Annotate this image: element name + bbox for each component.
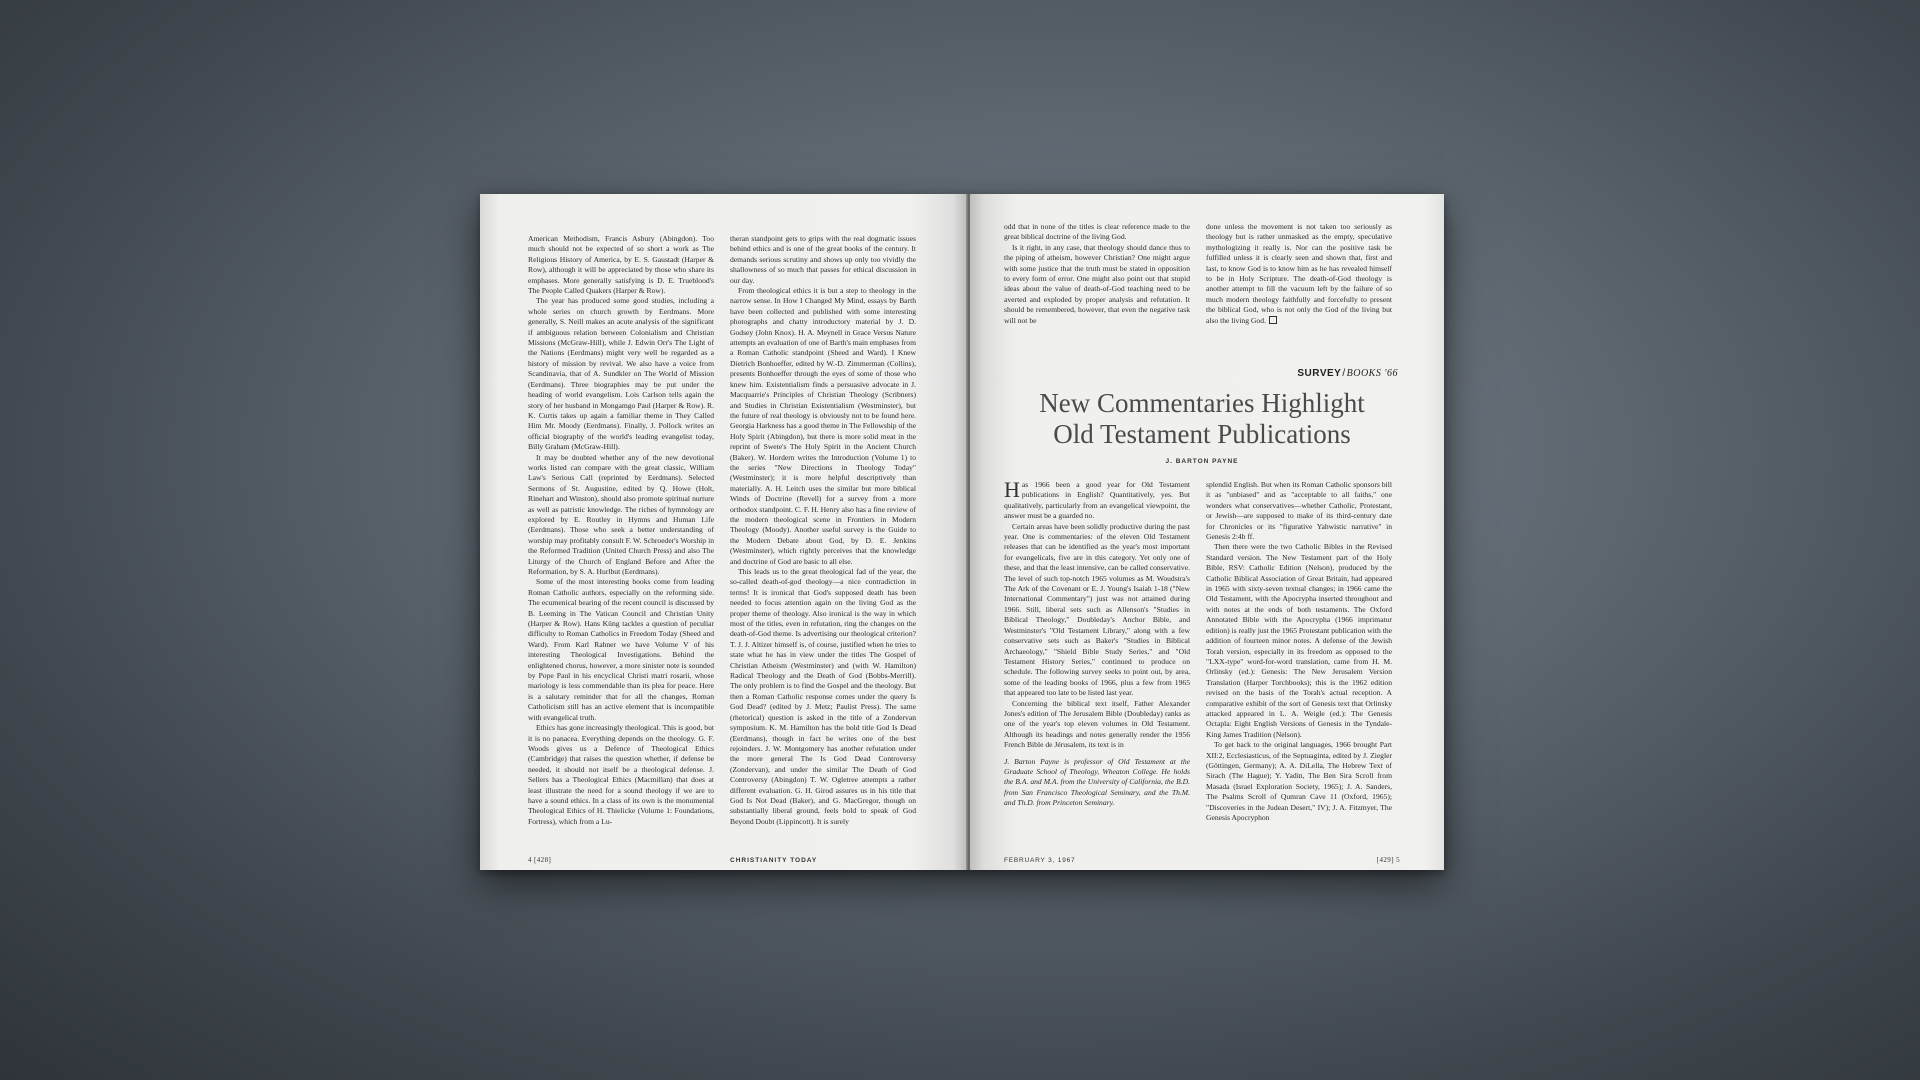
right-page-number: [429] 5 (1376, 856, 1400, 864)
paragraph: Is it right, in any case, that theology should dance thus to the piping of atheism, however Christian? One might argue with some justice that the truth must be stated in opposition to every form of error. One might also point out that stupid ideas about the value of death-of-God teaching need to be averted and exploded by proper analysis and refutation. It should be remembered, however, that even the negative task will not be (1004, 242, 1190, 325)
headline-line-2: Old Testament Publications (1053, 419, 1351, 449)
left-page-number: 4 [428] (528, 856, 552, 864)
left-column-1 (528, 234, 714, 830)
left-columns (528, 234, 916, 830)
paragraph: Then there were the two Catholic Bibles in the Revised Standard version. The New Testament part of the Holy Bible, RSV: Catholic Edition (Nelson), produced by the Catholic Biblical Association of Great Britain, had appeared in 1965 with sixty-seven textual changes; in 1966 came the Old Testament, with the Apocrypha inserted throughout and with notes at the ends of both testaments. The Oxford Annotated Bible with the Apocrypha (1966 imprimatur edition) is really just the 1965 Protestant publication with the addition of fourteen minor notes. A defense of the Jewish Torah version, especially in its freedom as opposed to the "LXX-type" word-for-word translation, came from H. M. Orlinsky (ed.): Genesis: The New Jerusalem Version Translation (Harper Torchbooks); this is the 1962 edition revised on the basis of the Torah's actual reception. A comparative exhibit of the sort of Genesis text that Orlinsky attacked appeared in L. A. Weigle (ed.): The Genesis Octapla: Eight English Versions of Genesis in the Tyndale-King James Tradition (Nelson). (1206, 542, 1392, 739)
paragraph: splendid English. But when its Roman Catholic sponsors bill it as "unbiased" and as "acceptable to all faiths," one wonders what conservatives—whether Catholic, Protestant, or Jewish—are supposed to make of its third-century date for Chronicles or its "figurative Yahwistic narrative" in Genesis 2:4b ff. (1206, 480, 1392, 542)
end-mark-icon (1269, 316, 1277, 324)
article-headline (1004, 388, 1400, 450)
paragraph: Certain areas have been solidly productive during the past year. One is commentaries: of the eleven Old Testament releases that can be identified as the year's most important for evangelicals, five are in this category. Yet only one of these, and that the least intensive, can be called conservative. The level of such top-notch 1965 volumes as M. Woudstra's The Ark of the Covenant or E. J. Young's Isaiah 1-18 ("New International Commentary") just was not attained during 1966. Still, liberal sets such as Allenson's "Studies in Biblical Theology," Doubleday's Anchor Bible, and Westminster's "Old Testament Library," along with a few conservative sets such as Baker's "Studies in Biblical Archaeology," "Shield Bible Study Series," and "Old Testament History Series," continued to produce on schedule. The following survey seeks to point out, by area, some of the leading books of 1966, plus a few from 1965 that appeared too late to be listed last year. (1004, 521, 1190, 698)
right-bottom-column-2 (1206, 480, 1392, 842)
paragraph: The year has produced some good studies, including a whole series on church growth by Eerdmans. More generally, S. Neill makes an acute analysis of the significant if ambiguous relation between Colonialism and Christian Missions (McGraw-Hill), while J. Edwin Orr's The Light of the Nations (Eerdmans) might very well be regarded as a history of mission by revival. We also have a voice from Scandinavia, that of A. Sundkler on The World of Mission (Eerdmans). Three biographies may be put under the heading of world evangelism. Lois Carlson tells again the story of her husband in Mongamgo Paul (Harper & Row). R. K. Curtis takes up again a familiar theme in They Called Him Mr. Moody (Eerdmans). Finally, J. Pollock writes an official biography of the world's leading evangelist today, Billy Graham (McGraw-Hill). (528, 296, 714, 452)
section-books: BOOKS '66 (1346, 368, 1398, 379)
magazine-name: CHRISTIANITY TODAY (730, 857, 818, 864)
drop-cap: H (1004, 480, 1020, 502)
issue-date: FEBRUARY 3, 1967 (1004, 857, 1076, 864)
right-top-column-2 (1206, 222, 1392, 350)
paragraph: American Methodism, Francis Asbury (Abingdon). Too much should not be expected of so short a work as The Religious History of America, by E. S. Gaustadt (Harper & Row), although it will be appreciated by those who share its emphases. More generally satisfying is D. E. Trueblood's The People Called Quakers (Harper & Row). (528, 234, 714, 296)
right-page (970, 194, 1444, 870)
paragraph: Concerning the biblical text itself, Father Alexander Jones's edition of The Jerusalem Bible (Doubleday) ranks as one of the year's top eleven volumes in Old Testament. Although its headings and notes generally render the 1956 French Bible de Jérusalem, its text is in (1004, 698, 1190, 750)
paragraph: done unless the movement is not taken too seriously as theology but is rather unmasked as the empty, speculative mythologizing it really is. Nor can the positive task be fulfilled unless it is clearly seen and shown that, first and last, to know God is to know him as he has revealed himself to be in Holy Scripture. The death-of-God theology is another attempt to fill the vacuum left by the failure of so much modern theology faithfully and forcefully to present the biblical God, who is not only the God of the living but also the living God. (1206, 222, 1392, 325)
lead-paragraph (1004, 480, 1190, 522)
right-bottom-columns (1004, 480, 1392, 842)
section-survey: SURVEY (1297, 368, 1342, 379)
paragraph: It may be doubted whether any of the new devotional works listed can compare with the great classic, William Law's Serious Call (reprinted by Eerdmans). Selected Sermons of St. Augustine, edited by Q. Howe (Holt, Rinehart and Winston), should also promote spiritual nurture as well as patristic knowledge. The riches of hymnology are explored by E. Routley in Hymns and Human Life (Eerdmans). Those who seek a better understanding of worship may profitably consult F. W. Schroeder's Worship in the Reformed Tradition (United Church Press) and also The Liturgy of the Church of England Before and After the Reformation, by S. A. Hurlbut (Eerdmans). (528, 452, 714, 576)
paragraph: Ethics has gone increasingly theological. This is good, but it is no panacea. Everything depends on the theology. G. F. Woods gives us a Defence of Theological Ethics (Cambridge) that raises the question whether, if defense be needed, it should not itself be a theological defense. J. Sellers has a Theological Ethics (Macmillan) that does at least illustrate the need for a sound theology if we are to have a sound ethics. In a class of its own is the monumental Theological Ethics of H. Thielicke (Volume 1: Foundations, Fortress), which from a Lu- (528, 723, 714, 826)
paragraph: odd that in none of the titles is clear reference made to the great biblical doctrine of the living God. (1004, 222, 1190, 242)
article-byline: J. BARTON PAYNE (1165, 458, 1239, 465)
left-page (480, 194, 968, 870)
right-top-columns (1004, 222, 1392, 350)
paragraph: From theological ethics it is but a step to theology in the narrow sense. In How I Changed My Mind, essays by Barth have been collected and published with some interesting photographs and chatty introductory material by J. D. Godsey (John Knox). H. A. Meynell in Grace Versus Nature attempts an evaluation of one of Barth's main emphases from a Roman Catholic standpoint (Sheed and Ward). I Knew Dietrich Bonhoeffer, edited by W.-D. Zimmerman (Collins), presents Bonhoeffer through the eyes of some of those who knew him. Existentialism finds a persuasive advocate in J. Macquarrie's Principles of Christian Theology (Scribners) and Studies in Christian Existentialism (Westminster), but the future of real theology is obviously not to be found here. Georgia Harkness has a good theme in The Fellowship of the Holy Spirit (Abingdon), but there is more solid meat in the reprint of Swete's The Holy Spirit in the Ancient Church (Baker). W. Hordern writes the Introduction (Volume 1) to the series "New Directions in Theology Today" (Westminster); it is more helpful descriptively than materially. A. H. Leitch uses the similar but more biblical Winds of Doctrine (Revell) for a survey from a more orthodox standpoint. C. F. H. Henry also has a fine review of the modern theological scene in Frontiers in Modern Theology (Moody). Another useful survey is the Guide to the Modern Debate about God, by D. E. Jenkins (Westminster), which rightly perceives that the knowledge and doctrine of God are basic to all else. (730, 286, 916, 566)
section-slash: / (1342, 368, 1346, 379)
paragraph: Some of the most interesting books come from leading Roman Catholic authors, especially on the reforming side. The ecumenical bearing of the recent council is discussed by B. Leeming in The Vatican Council and Christian Unity (Harper & Row). Hans Küng tackles a question of peculiar difficulty to Roman Catholics in Freedom Today (Sheed and Ward). From Karl Rahner we have Volume V of his interesting Theological Investigations. Behind the enlightened chorus, however, a more sinister note is sounded by Pope Paul in his encyclical Christi matri rosarii, whose mariology is less commendable than its plea for peace. Here is a salutary reminder that for all the changes, Roman Catholicism still has an active element that is incompatible with evangelical truth. (528, 577, 714, 722)
paragraph-with-endmark (1206, 222, 1392, 326)
paragraph: To get back to the original languages, 1966 brought Part XII:2, Ecclesiasticus, of the Septuaginta, edited by J. Ziegler (Göttingen, Germany); A. A. DiLella, The Hebrew Text of Sirach (The Hague); Y. Yadin, The Ben Sira Scroll from Masada (Israel Exploration Society, 1965); J. A. Sanders, The Psalms Scroll of Qumran Cave 11 (Oxford, 1965); "Discoveries in the Judean Desert," IV); J. A. Fitzmyer, The Genesis Apocryphon (1206, 740, 1392, 822)
section-tag (1297, 368, 1398, 379)
left-column-2 (730, 234, 916, 830)
right-bottom-column-1 (1004, 480, 1190, 842)
headline-line-1: New Commentaries Highlight (1039, 388, 1365, 418)
paragraph: theran standpoint gets to grips with the real dogmatic issues behind ethics and is one of the great books of the century. It demands serious scrutiny and shows up only too vividly the shallowness of so much that passes for ethical discussion in our day. (730, 234, 916, 285)
open-magazine (480, 194, 1444, 870)
paragraph: This leads us to the great theological fad of the year, the so-called death-of-god theology—a nice contradiction in terms! It is ironical that God's supposed death has been needed to focus attention again on the living God as the proper theme of theology. Also ironical is the way in which most of the titles, even in refutation, ring the changes on the death-of-God theme. Is advertising our theological criterion? T. J. J. Altizer himself is, of course, justified when he tries to state what he has in view under the titles The Gospel of Christian Atheism (Westminster) and (with W. Hamilton) Radical Theology and the Death of God (Bobbs-Merrill). The only problem is to find the Gospel and the theology. But then a Roman Catholic response comes under the query Is God Dead? (edited by J. Metz; Paulist Press). The same (rhetorical) question is asked in the title of a Zondervan symposium. K. M. Hamilton has the bold title God Is Dead (Eerdmans), though in fact he writes one of the best rejoinders. J. W. Montgomery has another refutation under the more general The Is God Dead Controversy (Zondervan), and under the similar The Death of God Controversy (Abingdon) T. W. Ogletree attempts a rather different evaluation. G. H. Girod assures us in his title that God Is Not Dead (Baker), and G. MacGregor, though on substantially liberal ground, feels bold to speak of God Beyond Doubt (Lippincott). It is surely (730, 567, 916, 826)
author-bio: J. Barton Payne is professor of Old Testament at the Graduate School of Theology, Wheaton College. He holds the B.A. and M.A. from the University of California, the B.D. from San Francisco Theological Seminary, and the Th.M. and Th.D. from Princeton Seminary. (1004, 756, 1190, 808)
right-top-column-1 (1004, 222, 1190, 350)
paragraph: as 1966 been a good year for Old Testament publications in English? Quantitatively, yes. But qualitatively, particularly from an evangelical viewpoint, the answer must be a guarded no. (1004, 480, 1190, 521)
